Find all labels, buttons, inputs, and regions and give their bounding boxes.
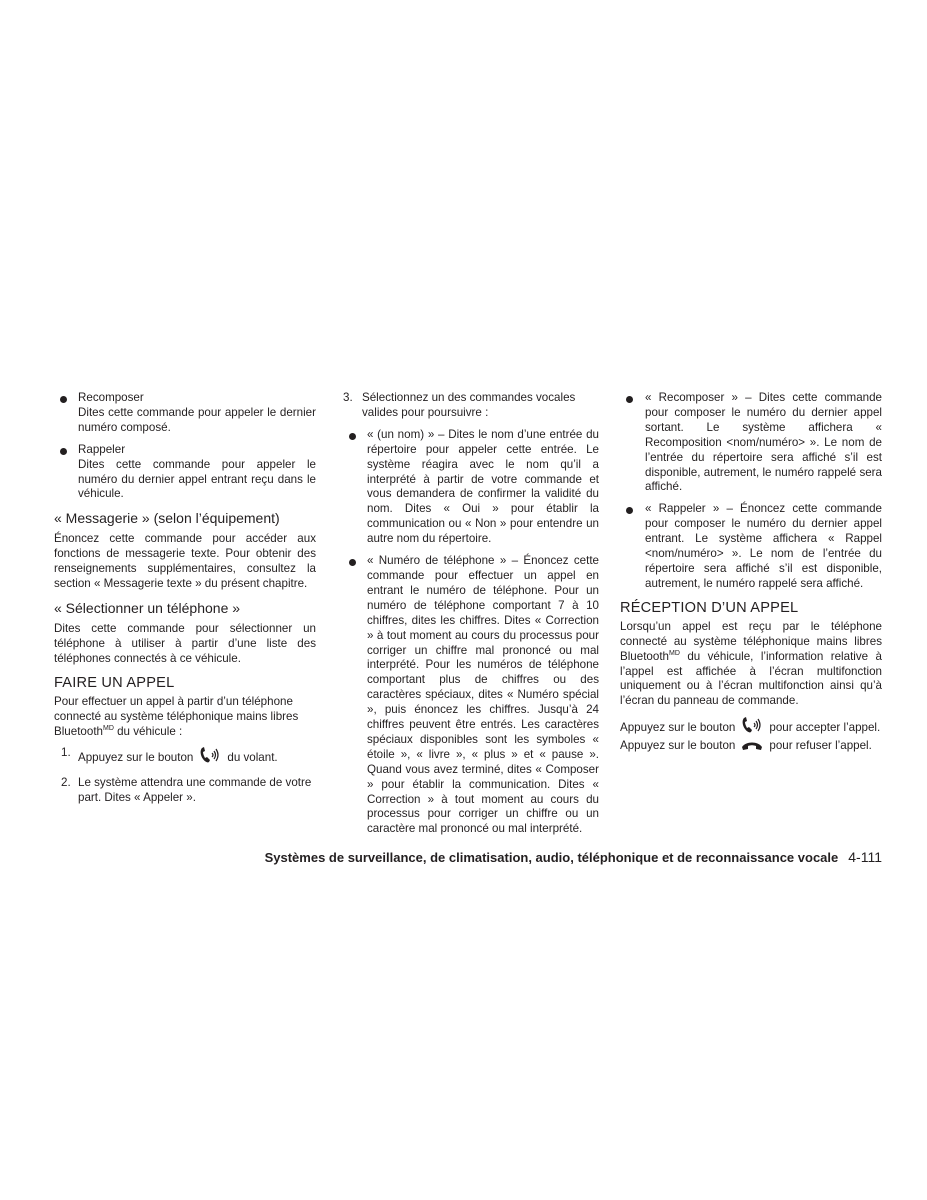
bullet-recomposer-command bbox=[620, 391, 882, 495]
step-1-text-b: du volant. bbox=[227, 751, 278, 765]
accept-text-a: Appuyez sur le bouton bbox=[620, 721, 736, 735]
bullet-text: « Rappeler » – Énoncez cette commande pour composer le numéro du dernier appel entrant. Le système affichera « Rappel <nom/numéro> ». Le nom de l’entrée du répertoire sera affiché s’il est disponible, autrement, le numéro rappelé sera affiché. bbox=[645, 502, 882, 590]
bullet-un-nom bbox=[343, 428, 599, 547]
step-number: 1. bbox=[61, 746, 71, 760]
left-column bbox=[54, 391, 316, 813]
messagerie-paragraph: Énoncez cette commande pour accéder aux fonctions de messagerie texte. Pour obtenir des renseignements supplémentaires, consultez la section « Messagerie texte » du présent chapitre. bbox=[54, 532, 316, 591]
bullet-dot bbox=[626, 507, 633, 514]
step-number: 2. bbox=[61, 776, 71, 790]
bullet-dot bbox=[349, 559, 356, 566]
bullet-dot bbox=[349, 433, 356, 440]
bullet-text: Dites cette commande pour appeler le dernier numéro composé. bbox=[78, 405, 316, 434]
bullet-text: « Recomposer » – Dites cette commande pour composer le numéro du dernier appel sortant. Le système affichera « Recomposition <nom/numéro> ». Le nom de l’entrée du répertoire sera affiché s’il est disponible, autrement, le numéro rappelé sera affiché. bbox=[645, 391, 882, 494]
right-column bbox=[620, 391, 882, 764]
bullet-numero-telephone bbox=[343, 554, 599, 837]
bullet-title: Rappeler bbox=[78, 442, 126, 456]
step-3 bbox=[343, 391, 599, 421]
trademark-sup: MD bbox=[103, 724, 114, 732]
trademark-sup: MD bbox=[669, 649, 680, 657]
bullet-recomposer bbox=[54, 391, 316, 436]
accept-refuse-paragraph bbox=[620, 716, 882, 757]
bullet-text: « Numéro de téléphone » – Énoncez cette commande pour effectuer un appel en entrant le numéro de téléphone. Pour un numéro de téléphone comportant 7 à 10 chiffres, dites les chiffres. Dites « Correction » à tout moment au cours du processus pour corriger un chiffre mal prononcé ou mal interprété. Pour les numéros de téléphone comportant plus de chiffres ou des caractères spéciaux, dites « Numéro spécial », puis énoncez les chiffres. Jusqu’à 24 chiffres peuvent être entrés. Les caractères spéciaux disponibles sont les symboles « étoile », « livre », « plus » et « pause ». Quand vous avez terminé, dites « Composer » pour établir la communication. Dites « Correction » à tout moment au cours du processus pour corriger un chiffre ou un caractère mal prononcé ou mal interprété. bbox=[367, 554, 599, 836]
page-footer bbox=[265, 849, 882, 865]
bullet-dot bbox=[60, 396, 67, 403]
messagerie-heading: « Messagerie » (selon l’équipement) bbox=[54, 510, 280, 527]
step-1-text-a: Appuyez sur le bouton bbox=[78, 751, 194, 765]
bullet-rappeler bbox=[54, 443, 316, 503]
accept-text-b: pour accepter l’appel. Appuyez sur le bouton bbox=[620, 721, 881, 753]
faire-text-a: Pour effectuer un appel à partir d’un téléphone connecté au système téléphonique mains libres Bluetooth bbox=[54, 694, 299, 738]
bullet-dot bbox=[60, 448, 67, 455]
selectionner-heading: « Sélectionner un téléphone » bbox=[54, 599, 241, 616]
reception-paragraph bbox=[620, 620, 882, 709]
reception-heading: RÉCEPTION D’UN APPEL bbox=[620, 599, 799, 616]
reception-text-a: Lorsqu’un appel est reçu par le téléphone connecté au système téléphonique mains libres Bluetooth bbox=[620, 619, 882, 663]
bullet-text: « (un nom) » – Dites le nom d’une entrée du répertoire pour appeler cette entrée. Le système réagira avec le nom qu’il a interprété à partir de votre commande et vous demandera de confirmer la validité du nom. Dites « Oui » pour établir la communication ou « Non » pour entendre un autre nom du répertoire. bbox=[367, 427, 599, 546]
faire-un-appel-paragraph bbox=[54, 695, 316, 740]
faire-un-appel-heading: FAIRE UN APPEL bbox=[54, 674, 175, 691]
step-2-text: Le système attendra une commande de votre part. Dites « Appeler ». bbox=[78, 776, 312, 805]
bullet-text: Dites cette commande pour appeler le numéro du dernier appel entrant reçu dans le véhicule. bbox=[78, 457, 316, 501]
phone-talk-icon bbox=[741, 716, 763, 739]
bullet-dot bbox=[626, 396, 633, 403]
bullet-title: Recomposer bbox=[78, 391, 144, 404]
reception-text-b: du véhicule, l’information relative à l’appel est affichée à l’écran multifonction uniquement ou à l’écran multifonction ainsi qu’à l’écran du panneau de commande. bbox=[620, 649, 882, 708]
middle-column bbox=[343, 391, 599, 844]
bullet-rappeler-command bbox=[620, 502, 882, 591]
chapter-title: Systèmes de surveillance, de climatisation, audio, téléphonique et de reconnaissance vocale bbox=[264, 850, 839, 865]
phone-talk-icon bbox=[199, 746, 221, 769]
accept-text-c: pour refuser l’appel. bbox=[769, 739, 872, 753]
step-2 bbox=[54, 776, 316, 806]
faire-text-b: du véhicule : bbox=[113, 724, 183, 738]
page-number: 4-111 bbox=[848, 849, 882, 865]
step-number: 3. bbox=[343, 391, 353, 404]
selectionner-paragraph: Dites cette commande pour sélectionner un téléphone à utiliser à partir d’une liste des téléphones connectés à ce véhicule. bbox=[54, 621, 316, 665]
step-1 bbox=[54, 746, 316, 769]
step-3-text: Sélectionnez un des commandes vocales valides pour poursuivre : bbox=[362, 391, 576, 419]
phone-hangup-icon bbox=[741, 740, 763, 757]
